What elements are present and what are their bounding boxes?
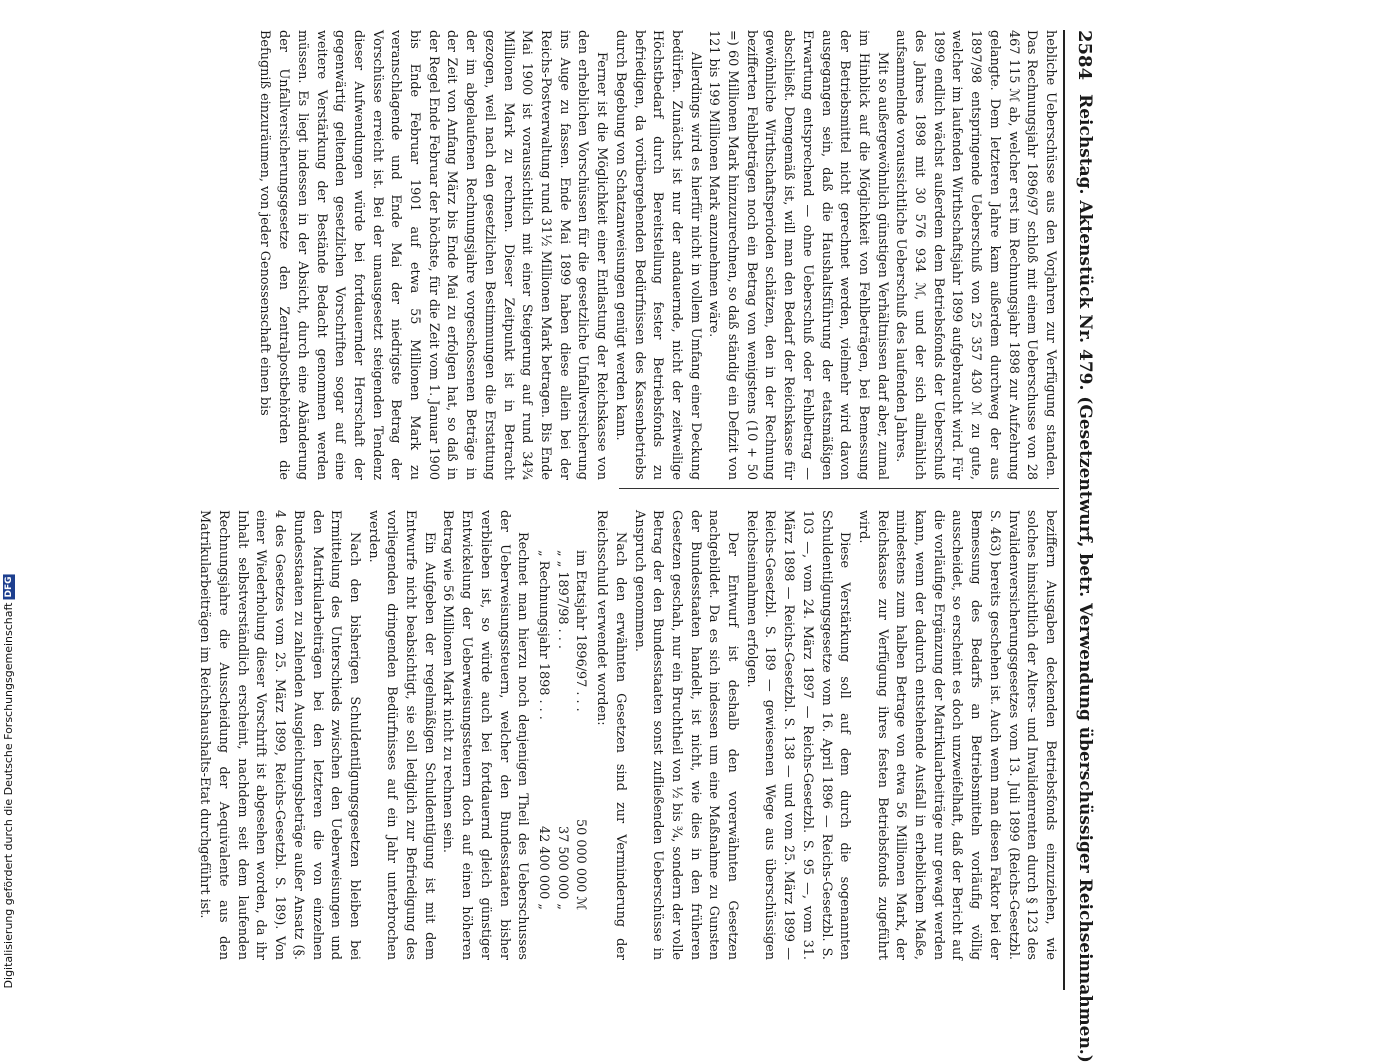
paragraph: Ferner ist die Möglichkeit einer Entlastung der Reichskasse von den erheblichen Vorschüssen für die gesetzliche Unfallversicherung ins Auge zu fassen. Ende Mai 1899 haben diese allein bei der Reichs-Postverwaltung rund 31½ Millionen Mark betragen. Bis Ende Mai 1900 ist voraussichtlich mit einer Steigerung auf rund 34¾ Millionen Mark zu rechnen. Dieser Zeitpunkt ist in Betracht gezogen, weil nach den gesetzlichen Bestimmungen die Erstattung der im abgelaufenen Rechnungsjahre vorgeschossenen Beträge in der Zeit von Anfang März bis Ende Mai zu erfolgen hat, so daß in der Regel Ende Februar der höchste, für die Zeit vom 1. Januar 1900 bis Ende Februar 1901 auf etwa 55 Millionen Mark zu veranschlagende und Ende Mai der niedrigste Betrag der Vorschüsse erreicht ist. Bei der unausgesetzt steigenden Tendenz dieser Aufwendungen würde bei fortdauernder Herrschaft der gegenwärtig geltenden gesetzlichen Vorschriften sogar auf eine weitere Verstärkung der Bestände Bedacht genommen werden müssen. Es liegt indessen in der Absicht, durch eine Abänderung der Unfallversicherungsgesetze den Zentralpostbehörden die Befugniß einzuräumen, von jeder Genossenschaft einen bis [257, 30, 610, 480]
column-divider [619, 488, 1059, 489]
right-column [195, 510, 1059, 960]
amounts-table [533, 550, 589, 960]
funding-text: Digitalisierung gefördert durch die Deutsche Forschungsgemeinschaft [2, 602, 15, 988]
paragraph: Nach den erwähnten Gesetzen sind zur Verminderung der Reichsschuld verwendet worden: [594, 510, 628, 960]
amount-label: „ „ 1897/98 . . . [554, 550, 570, 649]
funding-notice [2, 574, 15, 988]
paragraph: beziffern Ausgaben deckenden Betriebsfonds einzuziehen, wie solches hinsichtlich der Alters- und Invalidenrenten durch § 123 des Invalidenversicherungsgesetzes vom 13. Juli 1899 (Reichs-Gesetzbl. S. 463) bereits geschehen ist. Auch wenn man diesen Faktor bei der Bemessung des Bedarfs an Betriebsmitteln vorläufig völlig ausscheidet, so erscheint es doch unzweifelhaft, daß der Bericht auf die vorläufige Ergänzung der Matrikularbeiträge nur gewagt werden kann, wenn der dadurch entstehende Ausfall in erheblichem Maße, mindestens zum halben Betrage von etwa 56 Millionen Mark, der Reichskasse zur Verfügung ihres festen Betriebsfonds zugeführt wird. [855, 510, 1058, 960]
paragraph: Mit so außergewöhnlich günstigen Verhältnissen darf aber, zumal im Hinblick auf die Möglichkeit von Fehlbeträgen, bei Bemessung der Betriebsmittel nicht gerechnet werden, vielmehr wird davon ausgegangen sein, daß die Haushaltsführung der etatsmäßigen Erwartung entsprechend — ohne Ueberschuß oder Fehlbetrag — abschließt. Demgemäß ist, will man den Bedarf der Reichskasse für gewöhnliche Wirthschaftsperioden schätzen, den in der Rechnung bezifferten Fehlbeträgen noch ein Betrag von wenigstens (10 + 50 =) 60 Millionen Mark hinzuzurechnen, so daß ständig ein Defizit von 121 bis 199 Millionen Mark anzunehmen wäre. [706, 30, 890, 481]
amount-value: 50 000 000 ℳ [573, 818, 589, 910]
page-title: Reichstag. Aktenstück Nr. 479. (Gesetzentwurf, betr. Verwendung überschüssiger Reichseinnahmen.) [1075, 94, 1095, 1063]
amount-label: „ Rechnungsjahr 1898 . . . [536, 550, 552, 720]
paragraph: hebliche Ueberschüsse aus den Vorjahren zur Verfügung standen. Das Rechnungsjahr 1896/97 schloß mit einem Ueberschusse von 28 467 115 ℳ ab, welcher erst im Rechnungsjahr 1898 zur Aufzehrung gelangte. Dem letzteren Jahre kam außerdem durchweg der aus 1897/98 entspringende Ueberschuß von 25 357 430 ℳ zu gute, welcher im laufenden Wirthschaftsjahr 1899 aufgebraucht wird. Für 1899 endlich wächst außerdem dem Betriebsfonds der Ueberschuß des Jahres 1898 mit 30 576 934 ℳ, und der sich allmählich aufsammelnde voraussichtliche Ueberschuß des laufenden Jahres. [893, 30, 1058, 480]
amount-label: im Etatsjahr 1896/97 . . . [573, 550, 589, 712]
page-header [1063, 30, 1105, 1063]
paragraph: Ein Aufgeben der regelmäßigen Schuldentilgung ist mit dem Entwurfe nicht beabsichtigt, sie soll lediglich zur Befriedigung des vorliegenden dringenden Bedürfnisses auf ein Jahr unterbrochen werden. [365, 510, 437, 960]
dfg-logo-icon: DFG [4, 575, 14, 597]
paragraph: Rechnet man hierzu noch denjenigen Theil des Ueberschusses der Ueberweisungssteuern, welcher den Bundesstaaten bisher verblieben ist, so würde auch bei fortdauernd gleich günstiger Entwickelung der Ueberweisungssteuern doch auf einen höheren Betrag wie 56 Millionen Mark nicht zu rechnen sein. [440, 510, 531, 960]
amount-value: 42 400 000 „ [536, 826, 552, 910]
page-number: 2584 [1074, 30, 1096, 81]
amount-row [571, 550, 590, 910]
document-page [105, 10, 1105, 1063]
footer [0, 400, 30, 1000]
rotated-page-content [115, 10, 1105, 1063]
amount-row [533, 550, 552, 910]
left-column [255, 30, 1059, 480]
amount-row [552, 550, 571, 910]
amount-value: 37 500 000 „ [554, 826, 570, 910]
paragraph: Diese Verstärkung soll auf dem durch die sogenannten Schuldentilgungsgesetze vom 16. April 1896 — Reichs-Gesetzbl. S. 103 —, vom 24. März 1897 — Reichs-Gesetzbl. S. 95 —, vom 31. März 1898 — Reichs-Gesetzbl. S. 138 — und vom 25. März 1899 — Reichs-Gesetzbl. S. 189 — gewiesenen Wege aus überschüssigen Reichseinnahmen erfolgen. [743, 510, 853, 960]
paragraph: Allerdings wird es hierfür nicht in vollem Umfang einer Deckung bedürfen. Zunächst ist nur der andauernde, nicht der zeitweilige Höchstbedarf durch Bereitstellung fester Betriebsfonds zu befriedigen, da vorübergehenden Bedürfnissen des Kassenbetriebs durch Begebung von Schatzanweisungen genügt werden kann. [612, 30, 703, 480]
paragraph: Der Entwurf ist deshalb den vorerwähnten Gesetzen nachgebildet. Da es sich indessen um eine Maßnahme zu Gunsten der Bundesstaaten handelt, ist nicht, wie dies in den früheren Gesetzen geschah, nur ein Bruchtheil von ½ bis ¾, sondern der volle Betrag der den Bundesstaaten sonst zufließenden Ueberschüsse in Anspruch genommen. [631, 510, 741, 960]
paragraph: Nach den bisherigen Schuldentilgungsgesetzen bleiben bei Ermittelung des Unterschieds zwischen den Ueberweisungen und den Matrikularbeiträgen bei den letzteren die von einzelnen Bundesstaaten zu zahlenden Ausgleichungsbeträge außer Ansatz (§. 4 des Gesetzes vom 25. März 1899, Reichs-Gesetzbl. S. 189). Von einer Wiederholung dieser Vorschrift ist abgesehen worden, da ihr Inhalt selbstverständlich erscheint, nachdem seit dem laufenden Rechnungsjahre die Ausscheidung der Aequivalente aus den Matrikularbeiträgen im Reichshaushalts-Etat durchgeführt ist. [197, 510, 362, 960]
